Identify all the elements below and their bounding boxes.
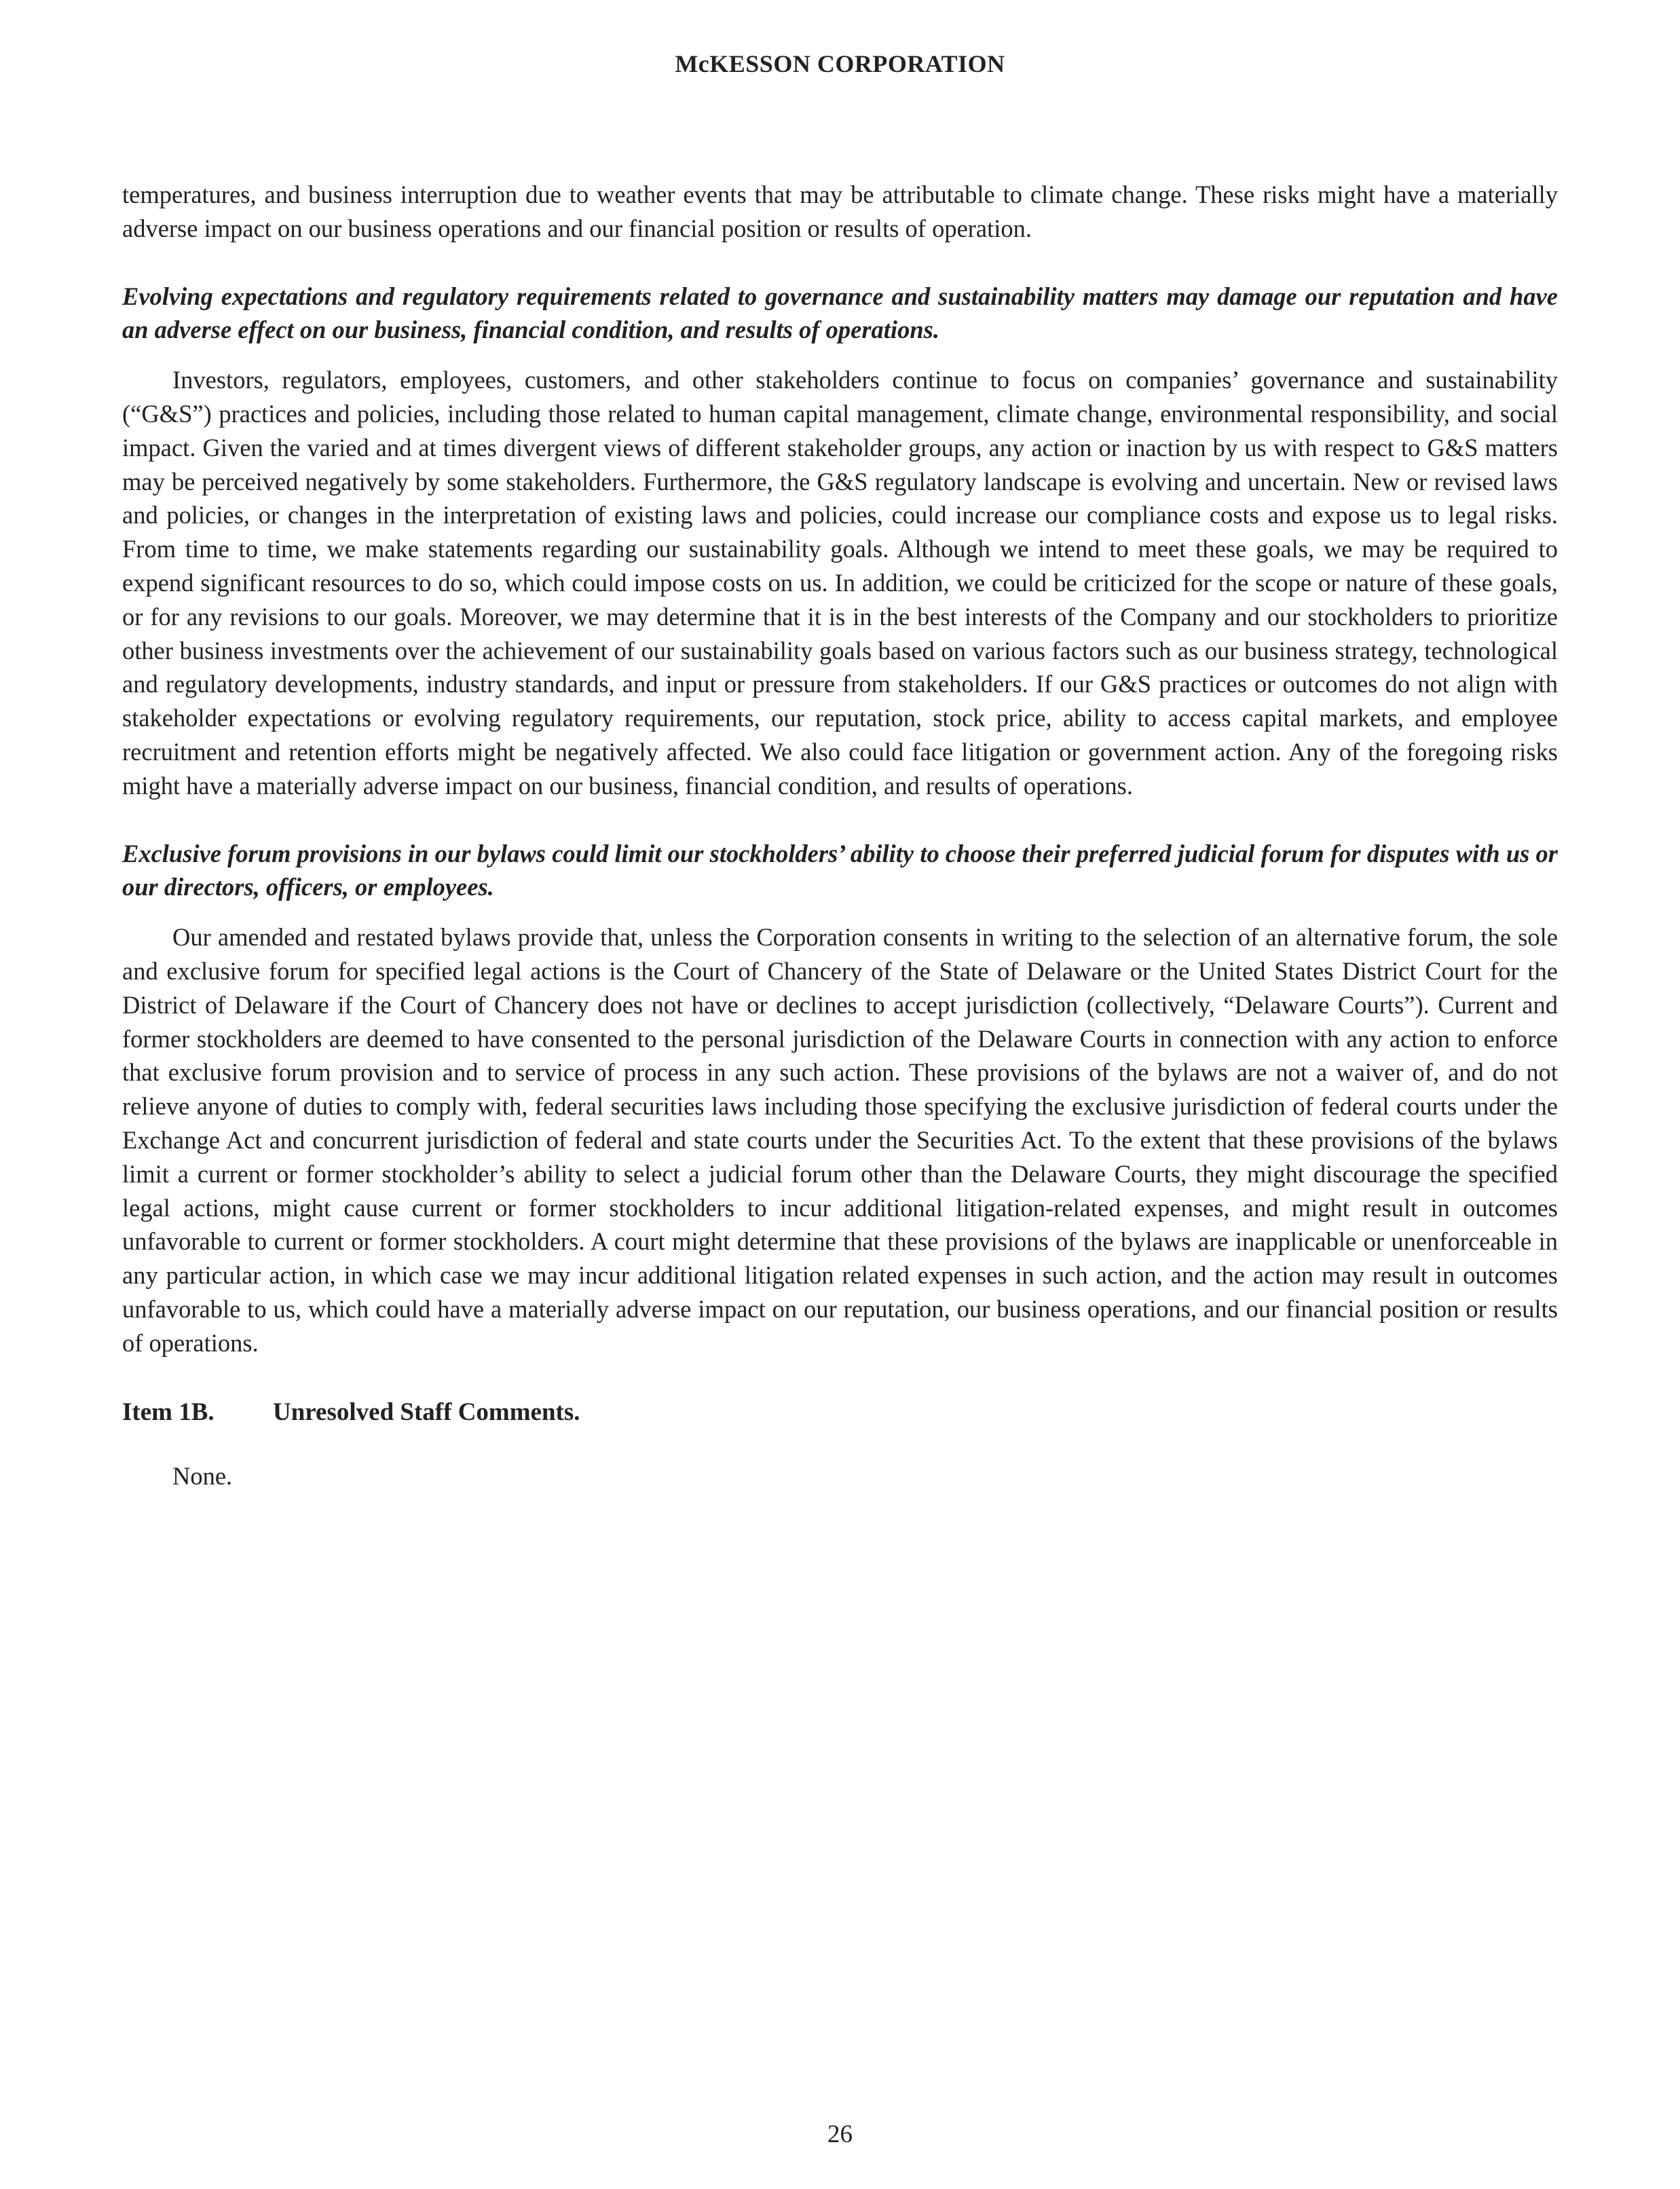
page-body [122, 178, 1558, 1493]
risk-factor-heading-exclusive-forum: Exclusive forum provisions in our bylaws could limit our stockholders’ ability to choose their preferred judicial forum for disputes with us or our directors, officers, or employees. [122, 839, 1558, 901]
item-number: Item 1B. [122, 1398, 214, 1426]
page-number: 26 [827, 2120, 853, 2148]
continuation-paragraph: temperatures, and business interruption due to weather events that may be attributable to climate change. These risks might have a materially adverse impact on our business operations and our financial position or results of operation. [122, 181, 1558, 242]
item-title: Unresolved Staff Comments. [273, 1398, 580, 1426]
risk-factor-paragraph-gs: Investors, regulators, employees, customers, and other stakeholders continue to focus on companies’ governance and sustainability (“G&S”) practices and policies, including those related to human capital management, climate change, environmental responsibility, and social impact. Given the varied and at times divergent views of different stakeholder groups, any action or inaction by us with respect to G&S matters may be perceived negatively by some stakeholders. Furthermore, the G&S regulatory landscape is evolving and uncertain. New or revised laws and policies, or changes in the interpretation of existing laws and policies, could increase our compliance costs and expose us to legal risks. From time to time, we make statements regarding our sustainability goals. Although we intend to meet these goals, we may be required to expend significant resources to do so, which could impose costs on us. In addition, we could be criticized for the scope or nature of these goals, or for any revisions to our goals. Moreover, we may determine that it is in the best interests of the Company and our stockholders to prioritize other business investments over the achievement of our sustainability goals based on various factors such as our business strategy, technological and regulatory developments, industry standards, and input or pressure from stakeholders. If our G&S practices or outcomes do not align with stakeholder expectations or evolving regulatory requirements, our reputation, stock price, ability to access capital markets, and employee recruitment and retention efforts might be negatively affected. We also could face litigation or government action. Any of the foregoing risks might have a materially adverse impact on our business, financial condition, and results of operations. [122, 366, 1558, 800]
risk-factor-heading-gs: Evolving expectations and regulatory requirements related to governance and sustainability matters may damage our reputation and have an adverse effect on our business, financial condition, and results of operations. [122, 282, 1558, 344]
risk-factor-paragraph-exclusive-forum: Our amended and restated bylaws provide that, unless the Corporation consents in writing to the selection of an alternative forum, the sole and exclusive forum for specified legal actions is the Court of Chancery of the State of Delaware or the United States District Court for the District of Delaware if the Court of Chancery does not have or declines to accept jurisdiction (collectively, “Delaware Courts”). Current and former stockholders are deemed to have consented to the personal jurisdiction of the Delaware Courts in connection with any action to enforce that exclusive forum provision and to service of process in any such action. These provisions of the bylaws are not a waiver of, and do not relieve anyone of duties to comply with, federal securities laws including those specifying the exclusive jurisdiction of federal courts under the Exchange Act and concurrent jurisdiction of federal and state courts under the Securities Act. To the extent that these provisions of the bylaws limit a current or former stockholder’s ability to select a judicial forum other than the Delaware Courts, they might discourage the specified legal actions, might cause current or former stockholders to incur additional litigation-related expenses, and might result in outcomes unfavorable to current or former stockholders. A court might determine that these provisions of the bylaws are inapplicable or unenforceable in any particular action, in which case we may incur additional litigation related expenses in such action, and the action may result in outcomes unfavorable to us, which could have a materially adverse impact on our reputation, our business operations, and our financial position or results of operations. [122, 923, 1558, 1357]
item-body-text: None. [172, 1461, 233, 1490]
item-heading [122, 1396, 1558, 1429]
company-header: McKESSON CORPORATION [675, 50, 1005, 77]
